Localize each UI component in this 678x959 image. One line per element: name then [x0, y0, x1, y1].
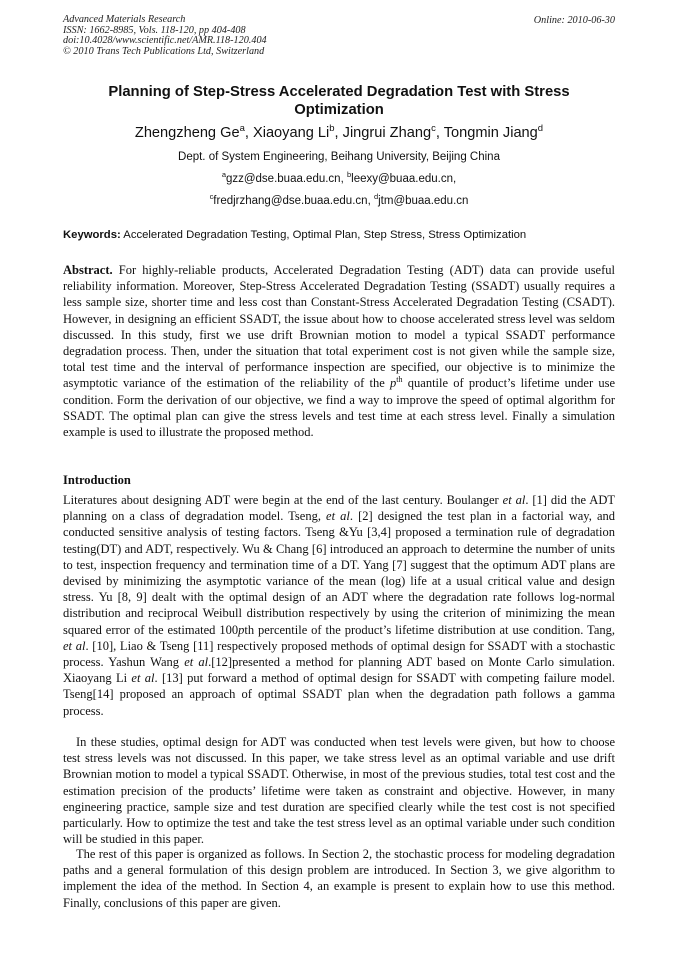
email-line-1 [63, 170, 615, 185]
intro-paragraph-3: The rest of this paper is organized as follows. In Section 2, the stochastic process for modeling degradation paths and a general formulation of this design problem are introduced. In Section 3, we give algorithm to implement the idea of the method. In Section 4, an example is present to explain how to use this method. Finally, conclusions of this paper are given. [63, 847, 615, 910]
intro-text: . [13] put forward a method of optimal design for SSADT with competing failure model. Tseng[14] proposed an approach of optimal SSADT plan when the degradation path follows a gamma process. [63, 671, 615, 718]
abstract-th: th [396, 375, 403, 385]
intro-paragraph-2: In these studies, optimal design for ADT was conducted when test levels were given, but how to choose test stress levels was not discussed. In this paper, we take stress level as an optimal variable and use drift Brownian motion to model a typical SSADT. Otherwise, in most of the previous studies, total test cost and the estimation precision of the products’ lifetime were taken as constraint and objective. However, in many engineering practice, sample size and test duration are specified clearly while the test cost is not specified particularly. How to optimize the test and take the test stress level as an optimal variable under such condition will be studied in this paper. [63, 735, 615, 847]
author-separator: , [435, 125, 444, 141]
email-address: gzz@dse.buaa.edu.cn [225, 173, 341, 185]
journal-name: Advanced Materials Research [63, 14, 186, 25]
affiliation: Dept. of System Engineering, Beihang University, Beijing China [178, 151, 500, 163]
keywords-label: Keywords: [63, 229, 121, 241]
author-mark: d [537, 123, 544, 135]
email-mark: c [209, 192, 214, 202]
doi-line: doi:10.4028/www.scientific.net/AMR.118-120.404 [63, 35, 267, 46]
issn-line: ISSN: 1662-8985, Vols. 118-120, pp 404-408 [63, 24, 246, 36]
email-address: leexy@buaa.edu.cn [351, 173, 453, 185]
intro-text: . [1] did the ADT planning on a class of degradation model. Tseng, [63, 493, 615, 524]
section-heading-introduction: Introduction [63, 473, 131, 487]
email-separator: , [340, 173, 347, 185]
abstract-p-symbol: p [390, 376, 397, 391]
intro-text: . [2] designed the test plan in a factorial way, and conducted sensitive analysis of testing factors. Tseng &Yu [3,4] proposed a termination rule of degradation testing(DT) and ADT, respectively. Wu & Chang [6] introduced an approach to determine the number of units to test, inspection frequency and termination time of a DT. Yang [7] suggest that the optimum ADT plans are devised by minimizing the asymptotic variance of the mean (log) life at a usual critical value and design stress. Yu [8, 9] dealt with the optimal design of an ADT where the degradation rate follows log-normal distribution and reciprocal Weibull distribution respectively by using the criterion of minimizing the mean squared error of the estimated 100 [63, 509, 615, 637]
email-mark: d [373, 192, 379, 202]
author-separator: , [334, 125, 343, 141]
citation-etal: et al [131, 671, 155, 686]
email-line-2 [63, 192, 615, 207]
abstract-text: For highly-reliable products, Accelerated Degradation Testing (ADT) data can provide useful reliability information. Moreover, Step-Stress Accelerated Degradation Testing (SSADT) usually requires a less sample size, shorter time and less cost than Constant-Stress Accelerated Degradation Testing (CSADT). However, in designing an efficient SSADT, the issue about how to choose accelerated stress level was seldom discussed. In this study, first we use drift Brownian motion to model a typical SSADT performance degradation process. Then, under the situation that total experiment cost is not given while the sample size, total test time and the interval of performance inspection are specified, our objective is to minimize the asymptotic variance of the estimation of the reliability of the [63, 263, 615, 391]
abstract-text-cont: quantile of product’s lifetime under use condition. Form the derivation of our objective, we find a way to improve the speed of optimal algorithm for SSADT. The optimal plan can give the stress levels and test time at each stress level. Finally a simulation example is used to illustrate the proposed method. [63, 376, 616, 440]
intro-text: Literatures about designing ADT were begin at the end of the last century. Boulanger [63, 493, 499, 507]
citation-etal: et al [502, 493, 526, 507]
citation-etal: et al [184, 655, 209, 670]
copyright-line: © 2010 Trans Tech Publications Ltd, Switzerland [63, 45, 265, 57]
author-name: Jingrui Zhang [342, 125, 432, 141]
intro-text: .[12]presented a method for planning ADT based on Monte Carlo simulation. Xiaoyang Li [63, 655, 616, 686]
intro-paragraph-1 [63, 492, 615, 719]
journal-header [63, 15, 267, 57]
email-separator: , [367, 195, 374, 207]
author-mark: c [431, 123, 436, 135]
author-mark: b [329, 123, 335, 135]
intro-text: th percentile of the product’s lifetime distribution at use condition. Tang, [244, 622, 615, 637]
online-date: Online: 2010-06-30 [533, 15, 615, 26]
keywords-text: Accelerated Degradation Testing, Optimal Plan, Step Stress, Stress Optimization [123, 229, 527, 241]
intro-text: . [10], Liao & Tseng [11] respectively proposed methods of optimal design for SSADT with a stochastic process. Yashun Wang [63, 638, 615, 670]
email-mark: b [346, 170, 352, 180]
abstract [63, 262, 615, 440]
email-mark: a [221, 170, 226, 180]
author-name: Xiaoyang Li [252, 125, 330, 141]
abstract-label: Abstract. [63, 263, 113, 277]
citation-etal: et al [326, 509, 350, 524]
citation-etal: et al [63, 638, 86, 653]
paper-title: Planning of Step-Stress Accelerated Degradation Test with Stress Optimization [108, 84, 570, 118]
author-list [63, 125, 615, 141]
email-address: jtm@buaa.edu.cn [378, 195, 469, 207]
percentile-p-symbol: p [238, 622, 245, 637]
author-separator: , [244, 125, 253, 141]
author-name: Tongmin Jiang [443, 125, 538, 141]
author-mark: a [239, 123, 245, 135]
keywords [63, 229, 615, 241]
email-separator: , [452, 173, 457, 185]
author-name: Zhengzheng Ge [134, 125, 240, 141]
email-address: fredjrzhang@dse.buaa.edu.cn [213, 195, 368, 207]
